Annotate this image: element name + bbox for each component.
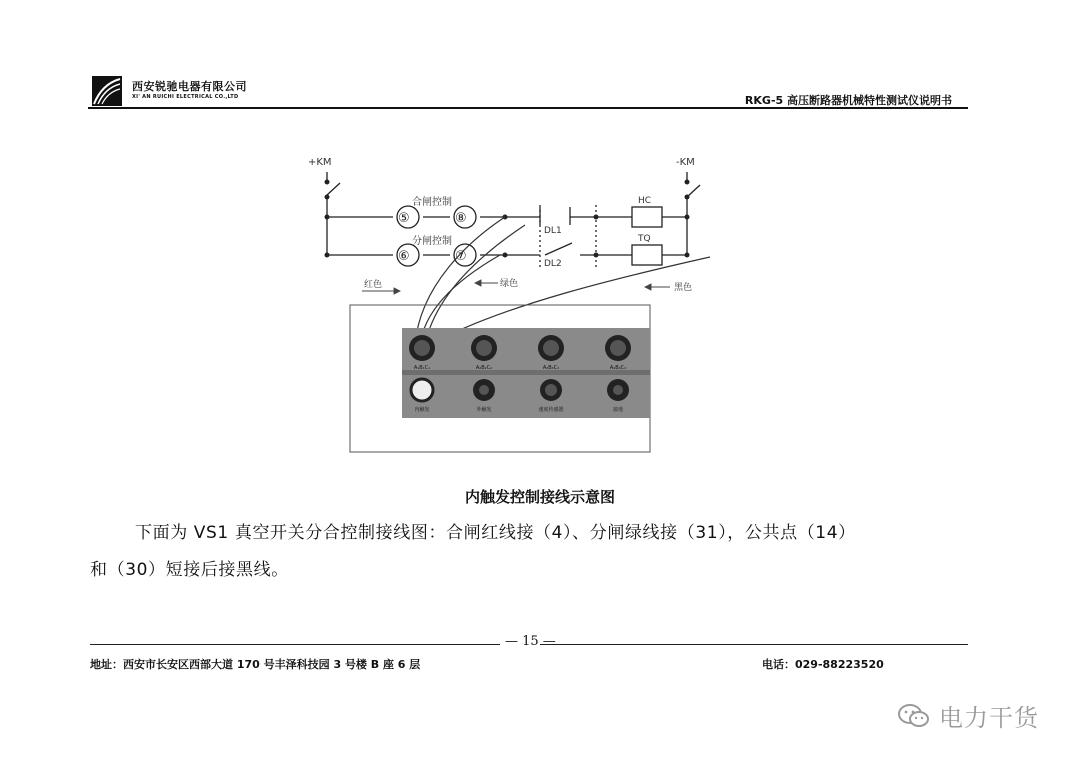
page-number: — 15 — — [505, 634, 556, 649]
footer-phone: 电话：029-88223520 — [762, 658, 884, 671]
socket-label: A₃B₃C₃ — [542, 365, 560, 371]
wiring-diagram — [300, 145, 730, 460]
plus-km-label: +KM — [308, 157, 332, 168]
terminal-8: ⑧ — [455, 211, 467, 226]
port-label-external-trigger: 外触发 — [476, 407, 492, 413]
wechat-icon — [897, 703, 931, 729]
port-label-speed-sensor: 速度传感器 — [538, 407, 564, 413]
close-control-label: 合闸控制 — [412, 197, 452, 208]
hc-label: HC — [638, 196, 652, 206]
green-wire-label: 绿色 — [500, 279, 519, 289]
black-wire-label: 黑色 — [674, 283, 693, 293]
socket-label: A₁B₁C₁ — [413, 365, 431, 371]
terminal-6: ⑥ — [398, 249, 410, 264]
document-title: RKG-5 高压断路器机械特性测试仪说明书 — [744, 94, 952, 107]
body-paragraph-line-2: 和（30）短接后接黑线。 — [90, 560, 289, 580]
footer-address: 地址：西安市长安区西部大道 170 号丰泽科技园 3 号楼 B 座 6 层 — [90, 658, 421, 671]
footer-rule-right — [540, 644, 968, 645]
minus-km-label: -KM — [676, 157, 695, 168]
figure-caption: 内触发控制接线示意图 — [464, 488, 615, 506]
tq-label: TQ — [638, 234, 651, 244]
company-name-cn: 西安锐驰电器有限公司 — [132, 80, 247, 93]
header-rule — [88, 107, 968, 109]
footer-rule-left — [90, 644, 500, 645]
terminal-7: ⑦ — [455, 249, 467, 264]
socket-label: A₂B₂C₂ — [475, 365, 493, 371]
socket-label: A₄B₄C₄ — [609, 365, 627, 371]
dl1-label: DL1 — [544, 226, 562, 236]
port-label-ground: 接地 — [612, 407, 624, 413]
port-label-internal-trigger: 内触发 — [414, 407, 430, 413]
red-wire-label: 红色 — [364, 280, 383, 290]
company-name-en: XI' AN RUICHI ELECTRICAL CO.,LTD — [132, 94, 239, 100]
terminal-5: ⑤ — [398, 211, 410, 226]
watermark — [897, 698, 1039, 733]
body-paragraph-line-1: 下面为 VS1 真空开关分合控制接线图：合闸红线接（4）、分闸绿线接（31），公共点（14） — [135, 523, 856, 543]
open-control-label: 分闸控制 — [412, 236, 452, 247]
watermark-text: 电力干货 — [939, 704, 1039, 732]
dl2-label: DL2 — [544, 259, 562, 269]
company-logo — [92, 76, 122, 106]
